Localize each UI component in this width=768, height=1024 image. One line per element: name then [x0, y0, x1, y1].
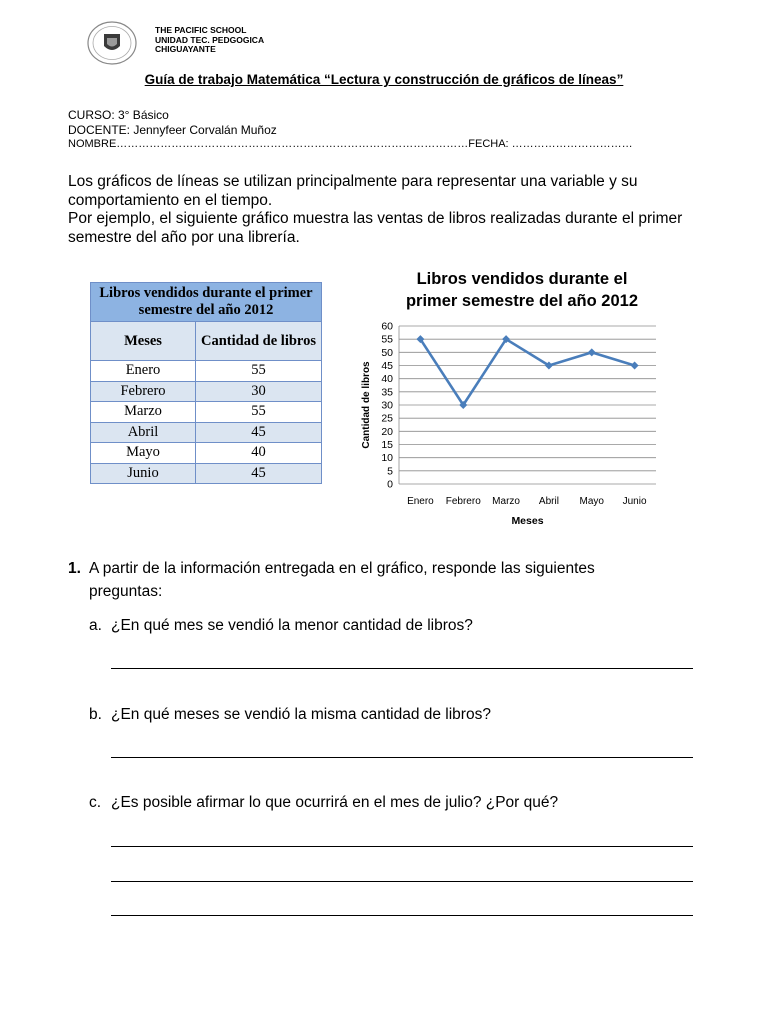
table-cell-quantity: 55 [196, 402, 322, 423]
chart-y-tick-label: 25 [381, 412, 393, 425]
table-cell-month: Mayo [91, 443, 196, 464]
question-1-number: 1. [68, 560, 81, 577]
school-name: THE PACIFIC SCHOOL [155, 25, 247, 35]
books-table [90, 282, 322, 484]
table-cell-month: Junio [91, 463, 196, 484]
chart-y-tick-label: 45 [381, 360, 393, 372]
table-cell-quantity: 40 [196, 443, 322, 464]
answer-line-a[interactable] [111, 668, 693, 669]
question-1-text: A partir de la información entregada en el gráfico, responde las siguientes preguntas: [89, 560, 595, 600]
chart-x-tick-label: Abril [538, 496, 559, 507]
chart-y-tick-label: 50 [381, 346, 393, 359]
chart-data-point [588, 348, 596, 356]
answer-line-c-1[interactable] [111, 846, 693, 847]
chart-y-tick-label: 55 [381, 333, 393, 346]
teacher-line: DOCENTE: Jennyfeer Corvalán Muñoz [68, 123, 277, 137]
school-seal-logo [86, 20, 138, 66]
table-row [91, 381, 322, 402]
question-b-label: b. [89, 706, 102, 723]
chart-y-tick-label: 40 [381, 373, 393, 386]
chart-y-ticks [381, 321, 393, 491]
table-row [91, 463, 322, 484]
question-c-label: c. [89, 794, 102, 811]
chart-series-line [420, 339, 634, 405]
table-cell-month: Marzo [91, 402, 196, 423]
chart-y-tick-label: 0 [387, 478, 393, 491]
chart-grid [399, 326, 656, 484]
chart-x-ticks [407, 496, 647, 507]
table-row [91, 443, 322, 464]
chart-x-tick-label: Febrero [445, 496, 481, 507]
question-b-text: ¿En qué meses se vendió la misma cantidad de libros? [111, 706, 491, 723]
school-unit: UNIDAD TEC. PEDGOGICA [155, 34, 265, 45]
chart-title-line-2: primer semestre del año 2012 [405, 292, 639, 310]
table-cell-quantity: 30 [196, 381, 322, 402]
chart-y-tick-label: 10 [381, 452, 393, 465]
question-a-text: ¿En qué mes se vendió la menor cantidad de libros? [111, 617, 473, 634]
chart-x-tick-label: Mayo [579, 496, 604, 507]
question-a-label: a. [89, 617, 102, 634]
table-cell-month: Enero [91, 361, 196, 382]
intro-paragraph-2: Por ejemplo, el siguiente gráfico muestra las ventas de libros realizadas durante el primer semestre del año por una librería. [68, 210, 683, 246]
books-line-chart [350, 262, 690, 532]
chart-x-tick-label: Marzo [492, 496, 520, 507]
chart-y-tick-label: 20 [381, 425, 393, 438]
table-cell-quantity: 55 [196, 361, 322, 382]
question-c-text: ¿Es posible afirmar lo que ocurrirá en el mes de julio? ¿Por qué? [111, 794, 559, 811]
table-row [91, 422, 322, 443]
table-cell-month: Febrero [91, 381, 196, 402]
chart-x-tick-label: Junio [622, 496, 647, 507]
chart-y-tick-label: 5 [387, 465, 393, 478]
answer-line-c-2[interactable] [111, 881, 693, 882]
name-date-line: NOMBRE……………………………………………………………………………………FECHA: …………………………… [68, 138, 633, 150]
worksheet-title: Guía de trabajo Matemática “Lectura y construcción de gráficos de líneas” [144, 72, 624, 87]
chart-title-line-1: Libros vendidos durante el [416, 270, 628, 288]
chart-x-tick-label: Enero [407, 496, 434, 507]
table-header-months: Meses [91, 322, 196, 361]
table-caption: Libros vendidos durante el primer semestre del año 2012 [91, 283, 322, 322]
table-row [91, 361, 322, 382]
chart-x-axis-label: Meses [511, 515, 544, 527]
school-header [155, 26, 264, 55]
chart-series [416, 335, 638, 409]
chart-y-tick-label: 15 [381, 439, 393, 451]
chart-y-tick-label: 30 [381, 399, 393, 412]
table-row [91, 402, 322, 423]
school-city: CHIGUAYANTE [155, 44, 216, 54]
chart-y-axis-label: Cantidad de libros [361, 361, 372, 449]
table-cell-quantity: 45 [196, 463, 322, 484]
chart-y-tick-label: 60 [381, 320, 393, 333]
chart-y-tick-label: 35 [381, 386, 393, 399]
answer-line-c-3[interactable] [111, 915, 693, 916]
chart-data-point [631, 362, 639, 370]
table-cell-month: Abril [91, 422, 196, 443]
intro-paragraph-1: Los gráficos de líneas se utilizan principalmente para representar una variable y su comportamiento en el tiempo. [68, 173, 638, 209]
course-line: CURSO: 3° Básico [68, 108, 169, 122]
answer-line-b[interactable] [111, 757, 693, 758]
table-header-quantity: Cantidad de libros [196, 322, 322, 361]
table-cell-quantity: 45 [196, 422, 322, 443]
